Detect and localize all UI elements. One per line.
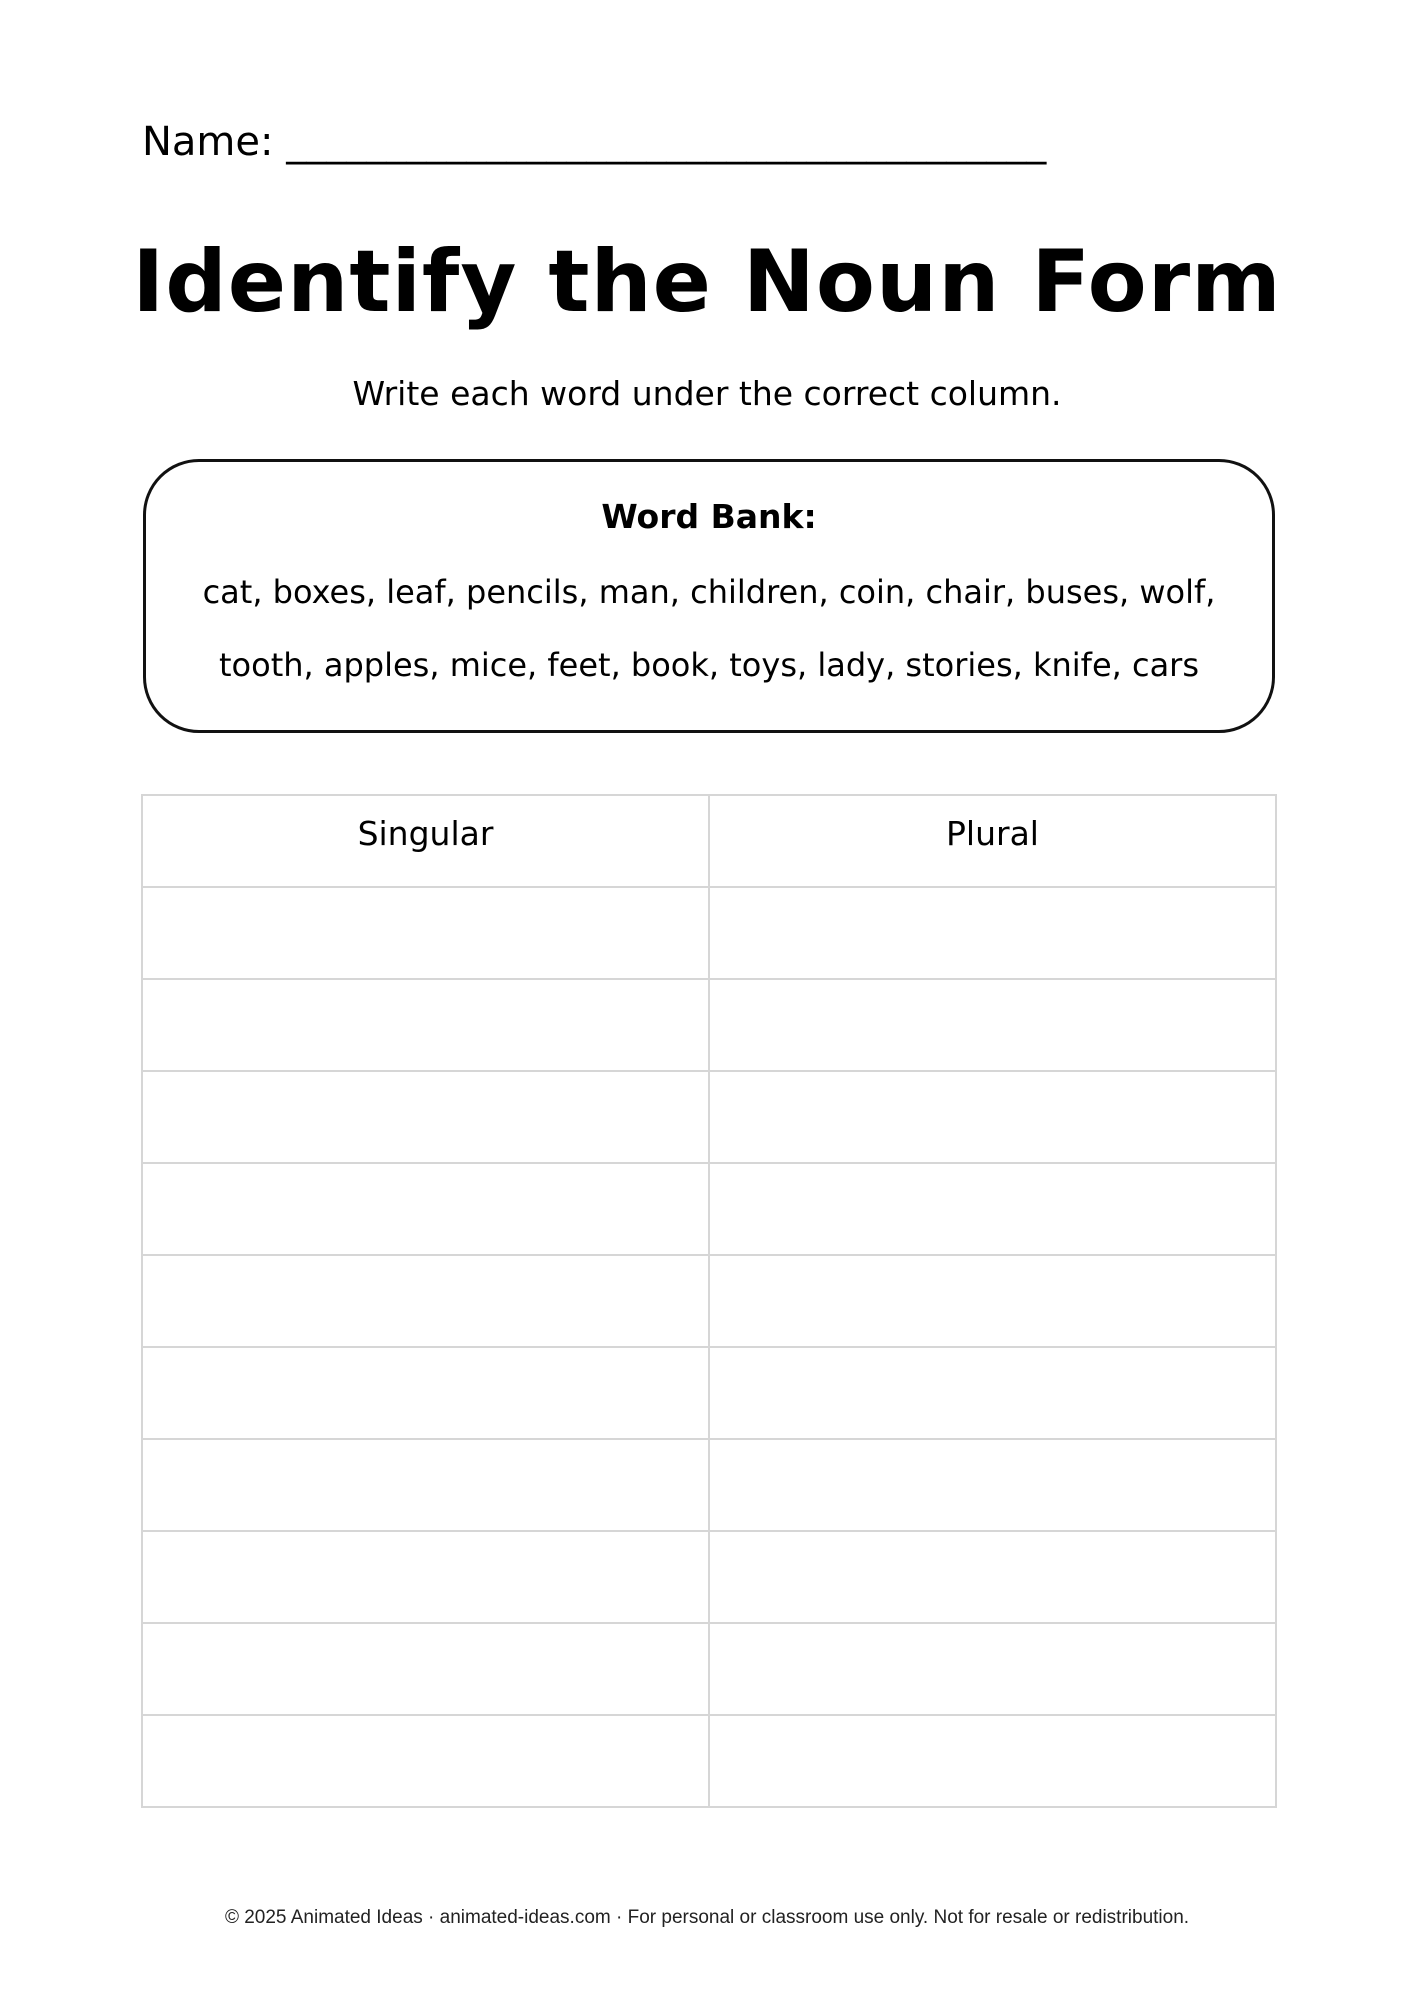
word-bank-box [143, 459, 1275, 733]
word-bank-line-1: cat, boxes, leaf, pencils, man, children, coin, chair, buses, wolf, [202, 573, 1216, 611]
table-row [142, 1439, 1276, 1531]
table-row [142, 1715, 1276, 1807]
table-row [142, 1531, 1276, 1623]
plural-answer-cell[interactable] [709, 1163, 1276, 1255]
table-header-row [142, 795, 1276, 887]
plural-answer-cell[interactable] [709, 1347, 1276, 1439]
column-header-plural: Plural [709, 795, 1276, 887]
table-row [142, 979, 1276, 1071]
word-bank-title: Word Bank: [601, 497, 817, 536]
table-row [142, 1163, 1276, 1255]
instructions: Write each word under the correct column. [352, 374, 1062, 413]
page-title: Identify the Noun Form [132, 232, 1282, 332]
footer-copyright: © 2025 Animated Ideas · animated-ideas.com · For personal or classroom use only. Not for resale or redistribution. [224, 1907, 1190, 1928]
table-row [142, 1071, 1276, 1163]
table-row [142, 1623, 1276, 1715]
sorting-table [141, 794, 1277, 1808]
table-body [142, 887, 1276, 1807]
plural-answer-cell[interactable] [709, 1071, 1276, 1163]
singular-answer-cell[interactable] [142, 1255, 709, 1347]
singular-answer-cell[interactable] [142, 1439, 709, 1531]
plural-answer-cell[interactable] [709, 1623, 1276, 1715]
singular-answer-cell[interactable] [142, 1071, 709, 1163]
table-row [142, 1347, 1276, 1439]
word-bank-line-2: tooth, apples, mice, feet, book, toys, lady, stories, knife, cars [218, 646, 1199, 684]
column-header-singular: Singular [142, 795, 709, 887]
table-row [142, 1255, 1276, 1347]
singular-answer-cell[interactable] [142, 1531, 709, 1623]
plural-answer-cell[interactable] [709, 1531, 1276, 1623]
singular-answer-cell[interactable] [142, 979, 709, 1071]
singular-answer-cell[interactable] [142, 1715, 709, 1807]
plural-answer-cell[interactable] [709, 979, 1276, 1071]
plural-answer-cell[interactable] [709, 887, 1276, 979]
plural-answer-cell[interactable] [709, 1715, 1276, 1807]
plural-answer-cell[interactable] [709, 1255, 1276, 1347]
singular-answer-cell[interactable] [142, 887, 709, 979]
singular-answer-cell[interactable] [142, 1163, 709, 1255]
singular-answer-cell[interactable] [142, 1623, 709, 1715]
plural-answer-cell[interactable] [709, 1439, 1276, 1531]
table-row [142, 887, 1276, 979]
name-line: Name: ______________________________________ [142, 119, 1047, 165]
singular-answer-cell[interactable] [142, 1347, 709, 1439]
